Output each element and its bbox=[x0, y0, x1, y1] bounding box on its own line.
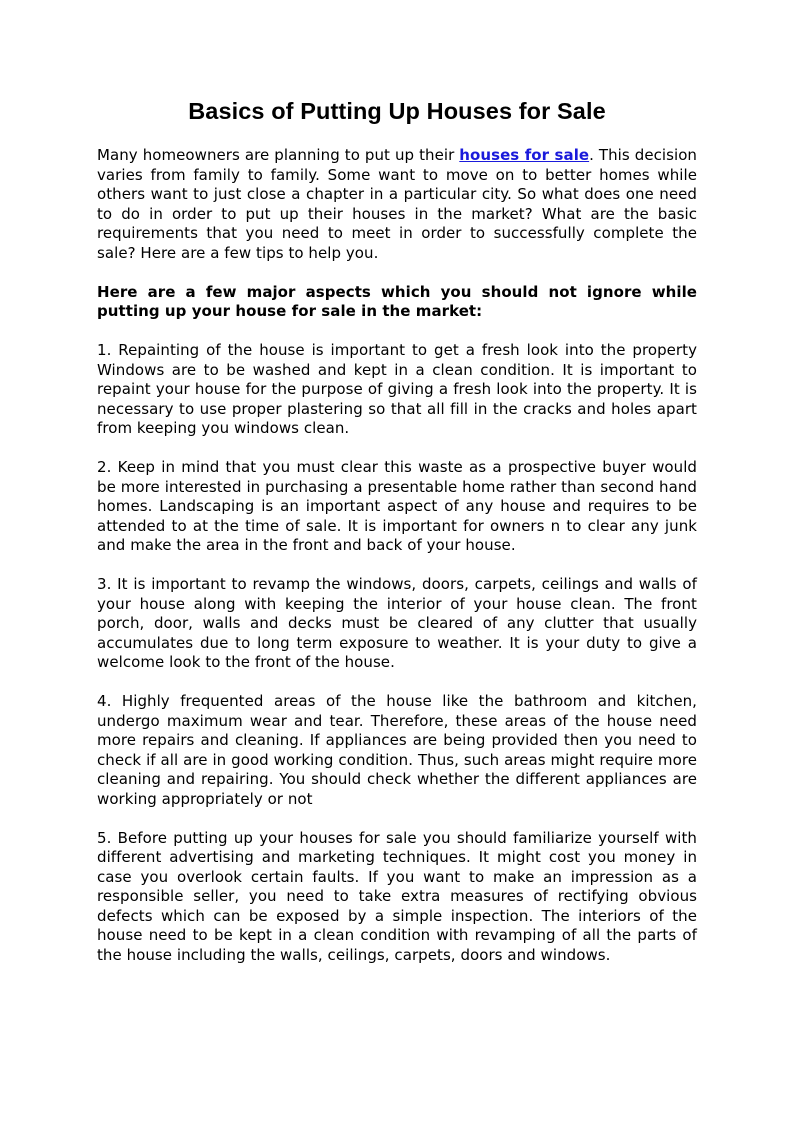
document-title: Basics of Putting Up Houses for Sale bbox=[188, 98, 606, 124]
point-paragraph-5: 5. Before putting up your houses for sale you should familiarize yourself with different advertising and marketing techniques. It might cost you money in case you overlook certain faults. If you want to make an impression as a responsible seller, you need to take extra measures of rectifying obvious defects which can be exposed by a simple inspection. The interiors of the house need to be kept in a clean condition with revamping of all the parts of the house including the walls, ceilings, carpets, doors and windows. bbox=[97, 828, 697, 964]
document-page bbox=[97, 96, 697, 985]
intro-paragraph bbox=[97, 146, 697, 263]
point-paragraph-1: 1. Repainting of the house is important to get a fresh look into the property Windows are to be washed and kept in a clean condition. It is important to repaint your house for the purpose of giving a fresh look into the property. It is necessary to use proper plastering so that all fill in the cracks and holes apart from keeping you windows clean. bbox=[97, 341, 697, 437]
point-paragraph-4: 4. Highly frequented areas of the house like the bathroom and kitchen, undergo maximum wear and tear. Therefore, these areas of the house need more repairs and cleaning. If appliances are being provided then you need to check if all are in good working condition. Thus, such areas might require more cleaning and repairing. You should check whether the different appliances are working appropriately or not bbox=[97, 692, 697, 808]
houses-for-sale-link[interactable]: houses for sale bbox=[459, 146, 590, 164]
intro-text-after-link: . This decision varies from family to family. Some want to move on to better homes while others want to just close a chapter in a particular city. So what does one need to do in order to put up their houses in the market? What are the basic requirements that you need to meet in order to successfully complete the sale? Here are a few tips to help you. bbox=[97, 146, 697, 262]
intro-text-before-link: Many homeowners are planning to put up their bbox=[97, 146, 460, 164]
aspects-subheading: Here are a few major aspects which you should not ignore while putting up your house for sale in the market: bbox=[97, 282, 697, 320]
point-paragraph-3: 3. It is important to revamp the windows, doors, carpets, ceilings and walls of your house along with keeping the interior of your house clean. The front porch, door, walls and decks must be cleared of any clutter that usually accumulates due to long term exposure to weather. It is your duty to give a welcome look to the front of the house. bbox=[97, 575, 697, 671]
point-paragraph-2: 2. Keep in mind that you must clear this waste as a prospective buyer would be more interested in purchasing a presentable home rather than second hand homes. Landscaping is an important aspect of any house and requires to be attended to at the time of sale. It is important for owners n to clear any junk and make the area in the front and back of your house. bbox=[97, 458, 697, 554]
